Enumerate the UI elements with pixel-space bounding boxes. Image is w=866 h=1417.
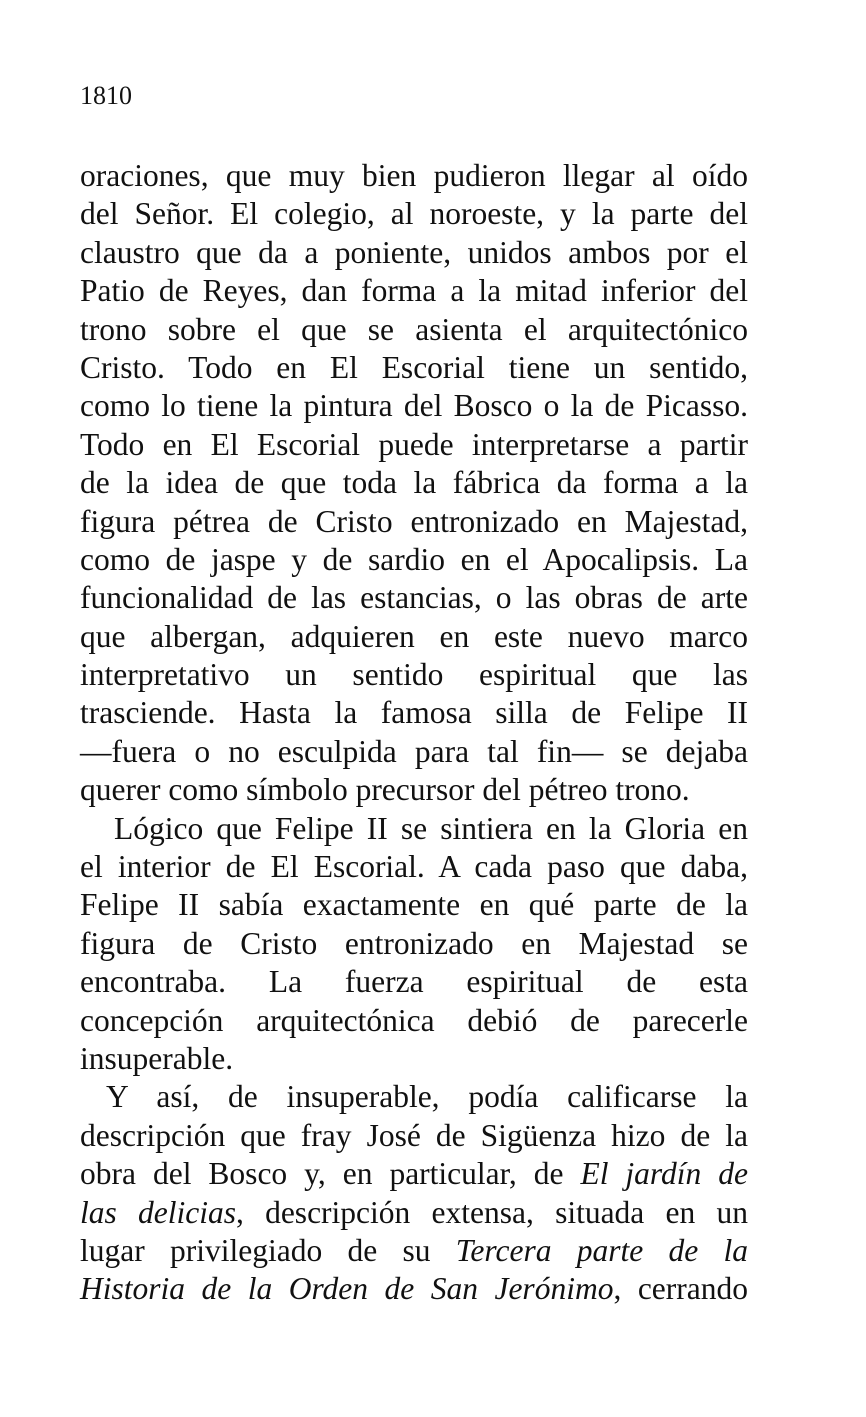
text-line: como lo tiene la pintura del Bosco o la de Picasso. — [80, 388, 748, 424]
text-line: como de jaspe y de sardio en el Apocalipsis. La — [80, 541, 748, 577]
paragraph-2 — [80, 810, 748, 1079]
text-run: , descripción extensa, situada en un — [235, 1194, 748, 1230]
text-line — [80, 1232, 748, 1270]
text-line — [80, 1194, 748, 1232]
text-line: concepción arquitectónica debió de parecerle — [80, 1002, 748, 1038]
text-line: —fuera o no esculpida para tal fin— se dejaba — [80, 733, 748, 769]
body-text — [80, 157, 748, 1309]
text-line: encontraba. La fuerza espiritual de esta — [80, 964, 748, 1000]
text-line — [80, 1155, 748, 1193]
text-line: del Señor. El colegio, al noroeste, y la parte del — [80, 196, 748, 232]
text-line: claustro que da a poniente, unidos ambos por el — [80, 234, 748, 270]
text-line: Cristo. Todo en El Escorial tiene un sentido, — [80, 349, 748, 385]
italic-title: El jardín de — [580, 1156, 748, 1192]
page-number: 1810 — [80, 81, 132, 110]
paragraph-3 — [80, 1078, 748, 1308]
text-line: Todo en El Escorial puede interpretarse a partir — [80, 426, 748, 462]
text-run: , cerrando — [613, 1271, 748, 1307]
text-run: obra del Bosco y, en particular, de — [80, 1156, 581, 1192]
text-line: que albergan, adquieren en este nuevo marco — [80, 618, 748, 654]
text-line: de la idea de que toda la fábrica da forma a la — [80, 465, 748, 501]
text-line: trasciende. Hasta la famosa silla de Felipe II — [80, 695, 748, 731]
text-run: lugar privilegiado de su — [80, 1232, 456, 1268]
text-line: Lógico que Felipe II se sintiera en la Gloria en — [114, 810, 748, 846]
text-line: funcionalidad de las estancias, o las obras de arte — [80, 580, 748, 616]
text-line: figura de Cristo entronizado en Majestad se — [80, 925, 748, 961]
text-line: insuperable. — [80, 1040, 234, 1076]
text-line — [80, 1270, 748, 1308]
text-line: trono sobre el que se asienta el arquitectónico — [80, 311, 748, 347]
italic-title: Tercera parte de la — [455, 1232, 748, 1268]
text-line: figura pétrea de Cristo entronizado en Majestad, — [80, 503, 748, 539]
text-line: oraciones, que muy bien pudieron llegar al oído — [80, 158, 748, 193]
paragraph-1 — [80, 157, 748, 810]
text-line: descripción que fray José de Sigüenza hizo de la — [80, 1117, 748, 1153]
text-line: querer como símbolo precursor del pétreo trono. — [80, 772, 690, 808]
text-line: Y así, de insuperable, podía calificarse la — [106, 1079, 748, 1115]
italic-title: las delicias — [80, 1194, 236, 1230]
text-line: interpretativo un sentido espiritual que las — [80, 657, 748, 693]
text-line: Felipe II sabía exactamente en qué parte de la — [80, 887, 748, 923]
text-line: el interior de El Escorial. A cada paso que daba, — [80, 849, 748, 885]
text-line: Patio de Reyes, dan forma a la mitad inferior del — [80, 273, 748, 309]
italic-title: Historia de la Orden de San Jerónimo — [80, 1271, 614, 1307]
